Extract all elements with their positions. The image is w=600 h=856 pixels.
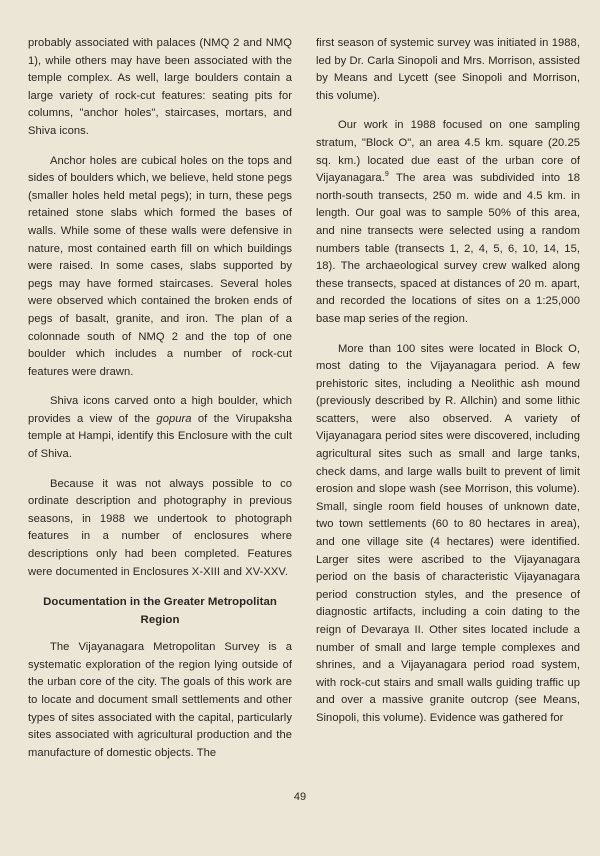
paragraph: Anchor holes are cubical holes on the tops and sides of boulders which, we believe, held stone pegs (smaller holes held metal pegs); in turn, these pegs retained stone slabs which formed the bases of walls. While some of these walls were defensive in nature, most contained earth fill on which buildings were raised. In some cases, slabs supported by pegs may have formed staircases. Several holes were observed which contained the broken ends of pegs of basalt, granite, and iron. The plan of a colonnade south of NMQ 2 and the top of one boulder which includes a number of rock-cut features were drawn. (28, 154, 292, 378)
paragraph (28, 393, 292, 463)
paragraph-text: The area was subdivided into 18 north-south transects, 250 m. wide and 4.5 km. in length. Our goal was to sample 50% of this area, and nine transects were selected using a random numbers table (transects 1, 2, 4, 5, 6, 10, 14, 15, 18). The archaeological survey crew walked along these transects, spaced at distances of 20 m. apart, and recorded the locations of sites on a 1:25,000 base map series of the region. (316, 172, 580, 325)
left-column (28, 35, 292, 774)
section-heading: Documentation in the Greater Metropolitan Region (43, 596, 277, 627)
page-number: 49 (293, 791, 307, 803)
paragraph (316, 117, 580, 328)
paragraph: More than 100 sites were located in Block O, most dating to the Vijayanagara period. A few prehistoric sites, including a Neolithic ash mound (previously described by R. Allchin) and some lithic scatters, were also observed. A variety of Vijayanagara period sites were discovered, including agricultural sites such as small and large tanks, check dams, and large walls built to prevent of limit erosion and slope wash (see Morrison, this volume). Small, single room field houses of unknown date, two town settlements (60 to 80 hectares in area), and one village site (4 hectares) were identified. Larger sites were ascribed to the Vijayanagara period on the basis of characteristic Vijayanagara period construction styles, and the presence of diagnostic artifacts, including a coin dating to the reign of Devaraya II. Other sites located include a number of small and large temple complexes and shrines, and a Vijayanagara period road system, with rock-cut stairs and small walls guiding traffic up and over a massive granite outcrop (see Means, Sinopoli, this volume). Evidence was gathered for (316, 342, 580, 724)
paragraph-text: Shiva icons carved onto a high boulder, which provides a view of the (28, 395, 292, 425)
italic-term: gopura (156, 412, 192, 425)
footnote-marker[interactable]: 9 (384, 171, 389, 179)
paragraph: The Vijayanagara Metropolitan Survey is a systematic exploration of the region lying outside of the urban core of the city. The goals of this work are to locate and document small settlements and other types of sites associated with the capital, particularly sites associated with agricultural production and the manufacture of domestic objects. The (28, 641, 292, 759)
paragraph-text: Our work in 1988 focused on one sampling stratum, "Block O", an area 4.5 km. square (20.25 sq. km.) located due east of the urban core of Vijayanagara. (316, 119, 580, 185)
paragraph: probably associated with palaces (NMQ 2 and NMQ 1), while others may have been associated with the temple complex. As well, large boulders contain a large variety of rock-cut features: seating pits for columns, "anchor holes", staircases, mortars, and Shiva icons. (28, 37, 292, 137)
paragraph: Because it was not always possible to co ordinate description and photography in previous seasons, in 1988 we undertook to photograph features in a number of enclosures where descriptions only had been completed. Features were documented in Enclosures X-XIII and XV-XXV. (28, 477, 292, 578)
paragraph-text: of the Virupaksha temple at Hampi, identify this Enclosure with the cult of Shiva. (28, 412, 293, 461)
paragraph: first season of systemic survey was initiated in 1988, led by Dr. Carla Sinopoli and Mrs. Morrison, assisted by Means and Lycett (see Sinopoli and Morrison, this volume). (316, 37, 580, 102)
right-column (316, 35, 580, 740)
